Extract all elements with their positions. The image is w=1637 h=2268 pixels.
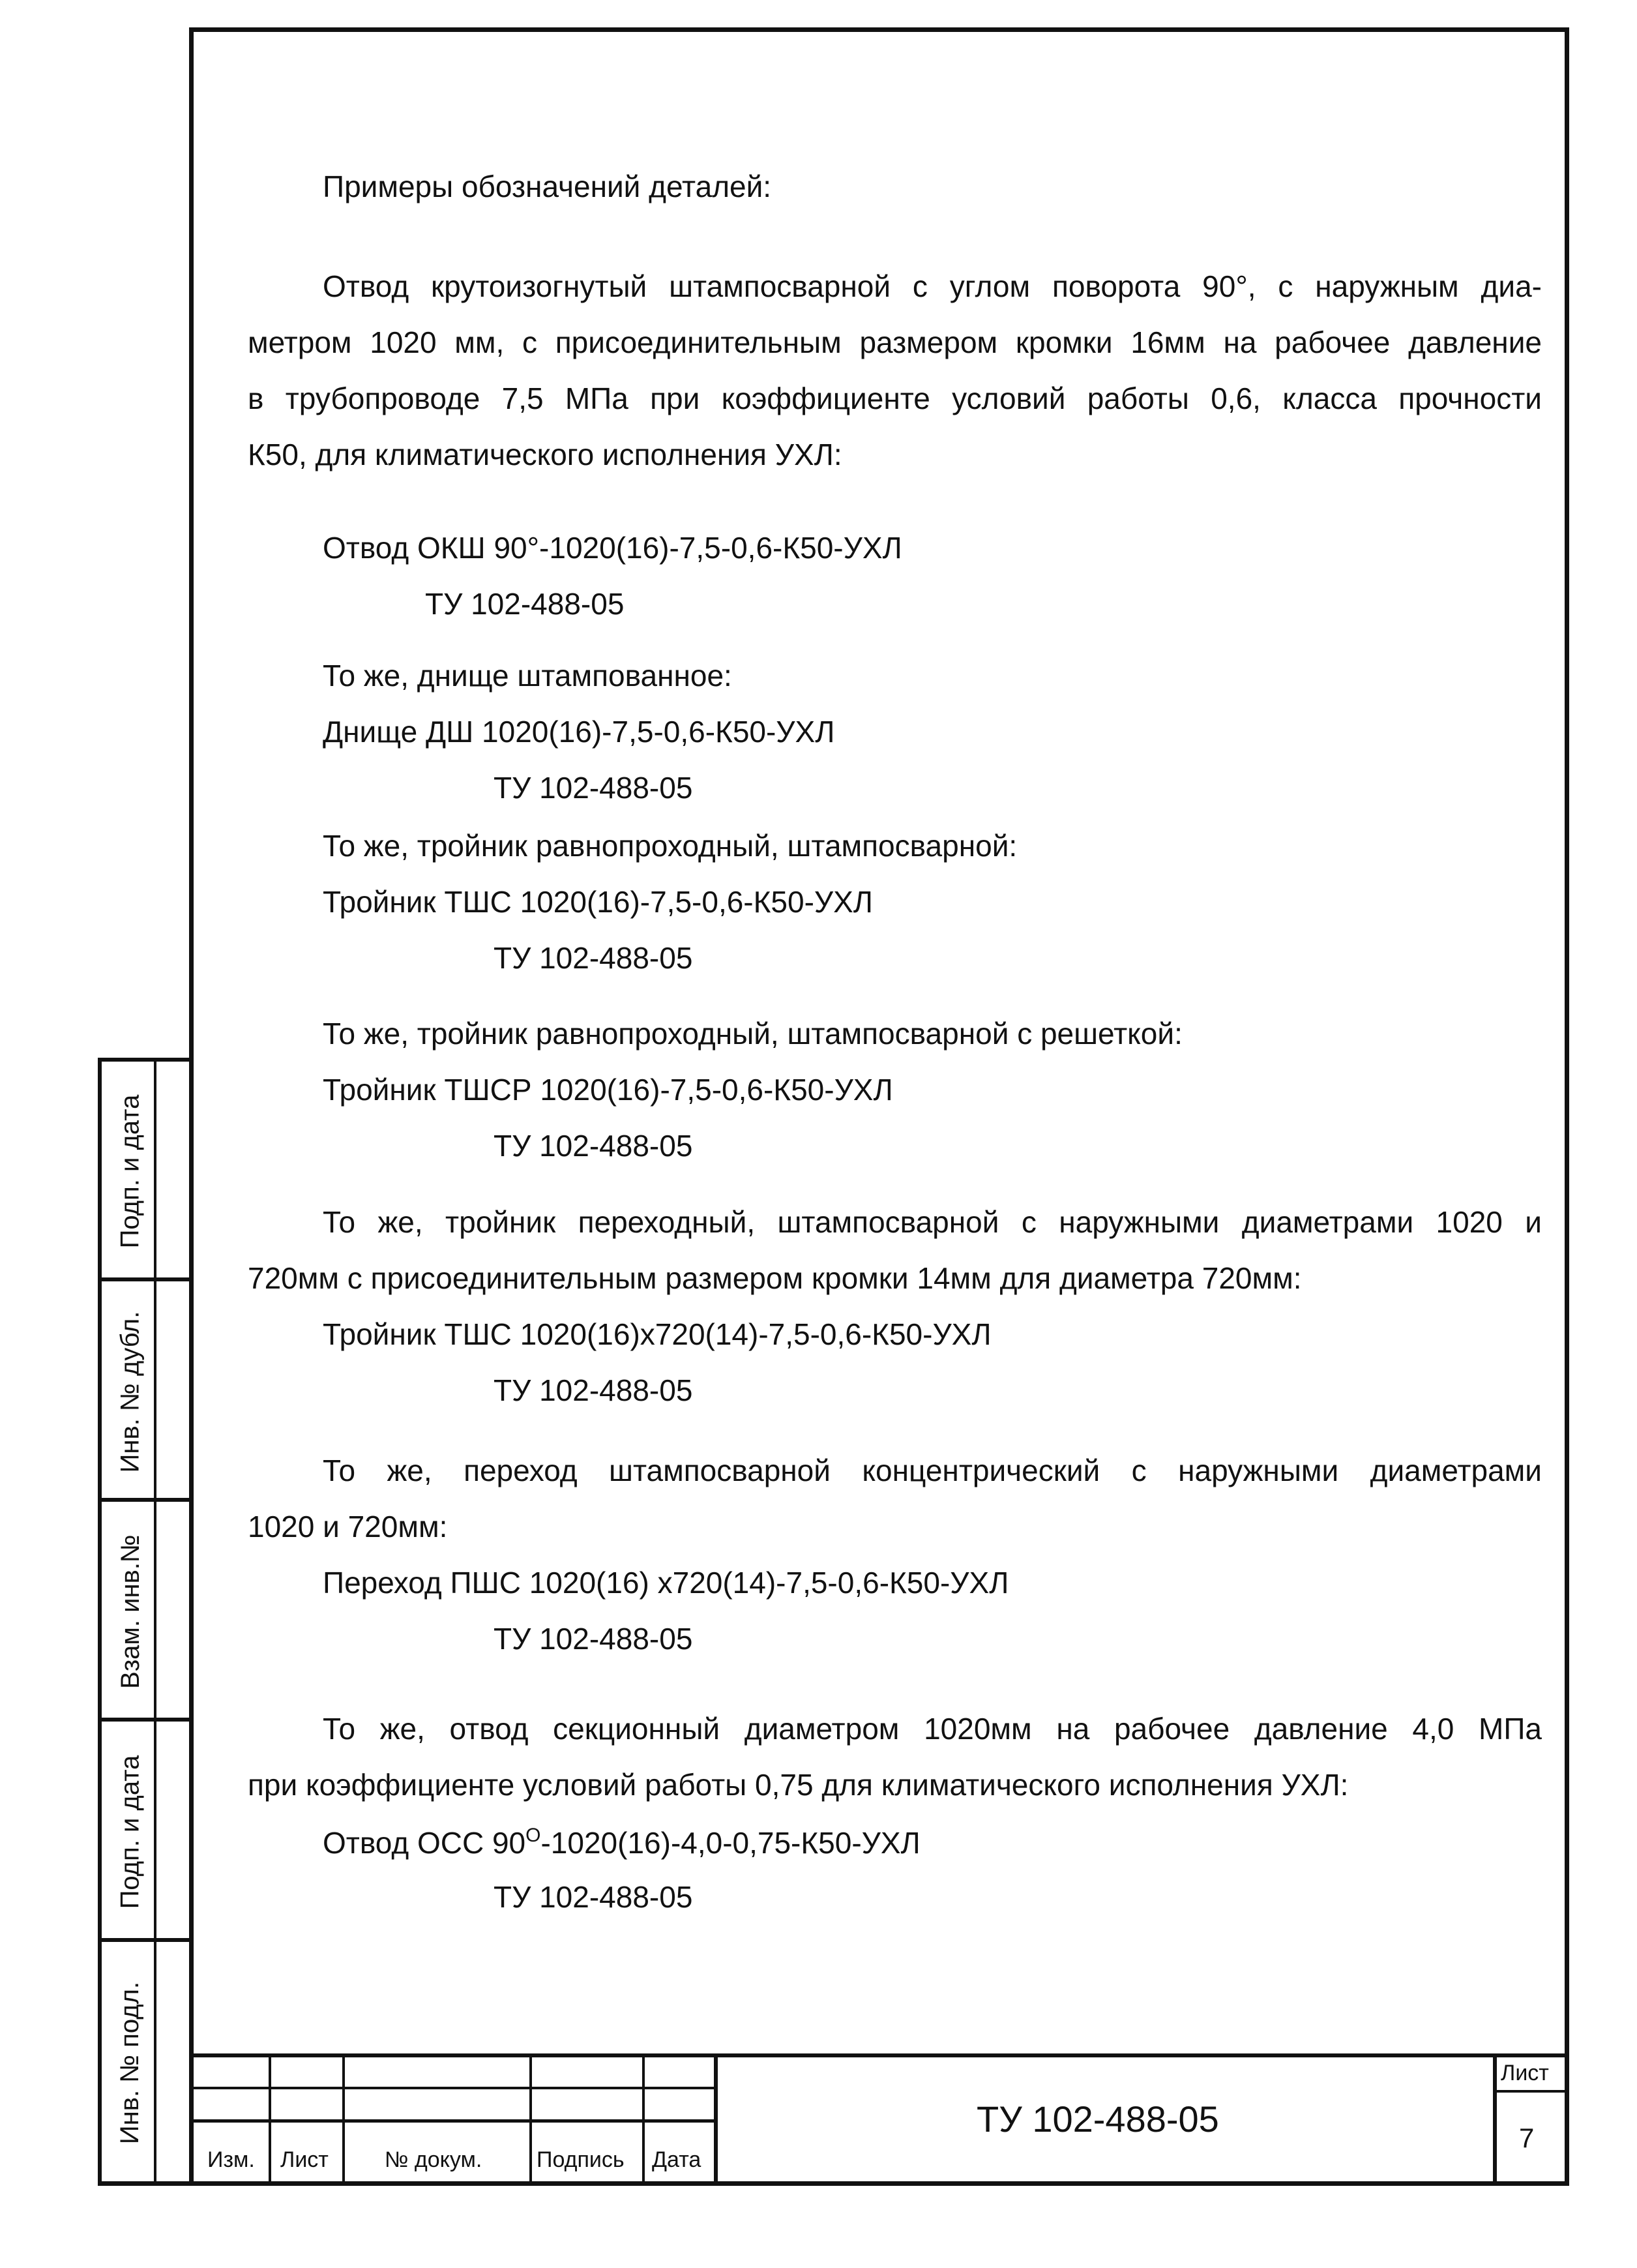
col-doc-number: № докум.	[385, 2147, 482, 2172]
sheet-label: Лист	[1501, 2061, 1549, 2085]
designation-label-line: То же, переход штампосварной концентрический с наружными диаметрами	[323, 1454, 1542, 1487]
designation-code: Отвод ОКШ 90°-1020(16)-7,5-0,6-К50-УХЛ	[323, 531, 902, 565]
designation-spec: ТУ 102-488-05	[494, 1880, 693, 1914]
designation-label: То же, тройник равнопроходный, штампосварной:	[323, 829, 1018, 863]
designation-code: Тройник ТШС 1020(16)-7,5-0,6-К50-УХЛ	[323, 885, 873, 919]
sheet-cell-divider	[1493, 2090, 1567, 2093]
document-code: ТУ 102-488-05	[977, 2098, 1219, 2140]
designation-code: Переход ПШС 1020(16) х720(14)-7,5-0,6-К50-УХЛ	[323, 1566, 1009, 1600]
designation-label-line: 720мм с присоединительным размером кромки 14мм для диаметра 720мм:	[248, 1261, 1302, 1295]
sheet-number: 7	[1519, 2123, 1535, 2153]
col-date: Дата	[652, 2147, 701, 2172]
paragraph-line: метром 1020 мм, с присоединительным размером кромки 16мм на рабочее давление	[248, 325, 1542, 359]
designation-label: То же, днище штампованное:	[323, 659, 732, 693]
designation-code: Отвод ОСС $90^О-1020(16)-4,0-0,75-К50$-УХЛ	[323, 1825, 921, 1860]
sidebar-label: Подп. и дата	[115, 1755, 145, 1909]
designation-label: То же, тройник равнопроходный, штампосварной с решеткой:	[323, 1017, 1183, 1051]
designation-spec: ТУ 102-488-05	[494, 1373, 693, 1407]
paragraph-line: в трубопроводе 7,5 МПа при коэффициенте условий работы 0,6, класса прочности	[248, 381, 1542, 415]
designation-code: Тройник ТШСР 1020(16)-7,5-0,6-К50-УХЛ	[323, 1073, 893, 1107]
title-block-col-line	[714, 2053, 718, 2184]
sidebar-label: Подп. и дата	[115, 1094, 145, 1249]
sidebar-label: Инв. № подл.	[115, 1981, 145, 2144]
col-list: Лист	[280, 2147, 329, 2172]
designation-spec: ТУ 102-488-05	[494, 1129, 693, 1163]
title-block-top-line	[192, 2053, 1567, 2057]
designation-spec: ТУ 102-488-05	[425, 587, 625, 621]
designation-label-line: при коэффициенте условий работы 0,75 для климатического исполнения УХЛ:	[248, 1768, 1349, 1802]
designation-label-line: То же, тройник переходный, штампосварной с наружными диаметрами 1020 и	[323, 1205, 1542, 1239]
title-block-col-line	[642, 2053, 645, 2184]
paragraph-line: К50, для климатического исполнения УХЛ:	[248, 438, 842, 471]
title-block-col-line	[529, 2053, 532, 2184]
title-block-col-line	[1493, 2053, 1497, 2184]
paragraph-line: Отвод крутоизогнутый штампосварной с углом поворота 90°, с наружным диа-	[323, 269, 1542, 303]
designation-code: Днище ДШ 1020(16)-7,5-0,6-К50-УХЛ	[323, 715, 835, 749]
designation-spec: ТУ 102-488-05	[494, 941, 693, 975]
sidebar-stamp	[98, 1058, 194, 2186]
designation-spec: ТУ 102-488-05	[494, 771, 693, 805]
title-block-col-line	[342, 2053, 345, 2184]
designation-label-line: То же, отвод секционный диаметром 1020мм на рабочее давление 4,0 МПа	[323, 1712, 1542, 1746]
page-heading: Примеры обозначений деталей:	[323, 170, 772, 203]
sidebar-label: Взам. инв.№	[115, 1534, 145, 1689]
designation-code: Тройник ТШС 1020(16)х720(14)-7,5-0,6-К50-УХЛ	[323, 1317, 992, 1351]
sidebar-label: Инв. № дубл.	[115, 1311, 145, 1472]
col-izm: Изм.	[207, 2147, 255, 2172]
designation-spec: ТУ 102-488-05	[494, 1622, 693, 1656]
designation-label-line: 1020 и 720мм:	[248, 1510, 448, 1544]
title-block-col-line	[269, 2053, 271, 2184]
col-signature: Подпись	[537, 2147, 625, 2172]
